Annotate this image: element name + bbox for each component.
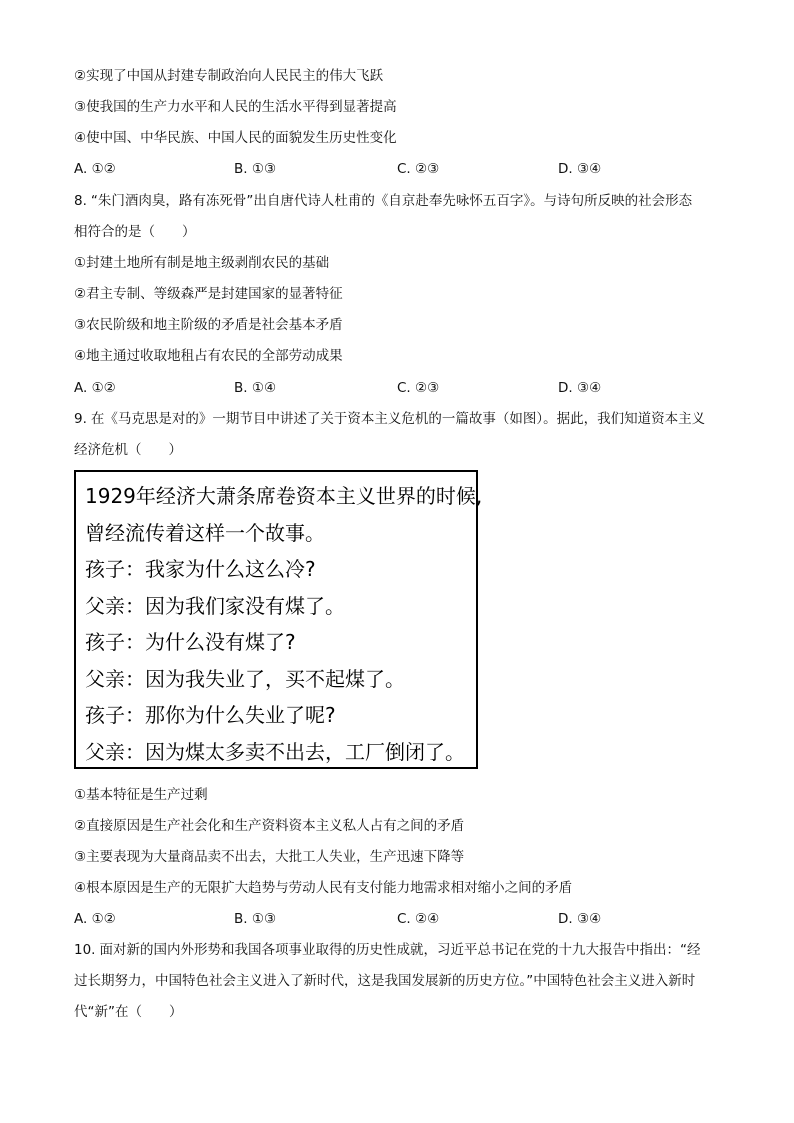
story-line: 孩子：为什么没有煤了? (85, 630, 296, 654)
q8-number: 8. (74, 193, 87, 209)
q8-stem-text: “朱门酒肉臭，路有冻死骨”出自唐代诗人杜甫的《自京赴奉先咏怀五百字》。与诗句所反映的社会形态 (90, 193, 693, 209)
q8-item-4: ④地主通过收取地租占有农民的全部劳动成果 (74, 348, 343, 364)
q7-options (74, 160, 694, 178)
q9-options (74, 910, 694, 928)
option-a[interactable]: A. ①② (74, 161, 116, 177)
q10-stem-line-1 (74, 941, 700, 959)
q8-options (74, 379, 694, 397)
q9-stem-text: 在《马克思是对的》一期节目中讲述了关于资本主义危机的一篇故事（如图）。据此，我们知道资本主义 (90, 411, 706, 427)
q10-number: 10. (74, 942, 96, 958)
option-d[interactable]: D. ③④ (558, 161, 602, 177)
option-b[interactable]: B. ①③ (234, 911, 277, 927)
story-line: 孩子：我家为什么这么冷? (85, 557, 316, 581)
q10-stem-line-2: 过长期努力，中国特色社会主义进入了新时代，这是我国发展新的历史方位。”中国特色社会主义进入新时 (74, 973, 696, 989)
q9-item-2: ②直接原因是生产社会化和生产资料资本主义私人占有之间的矛盾 (74, 818, 465, 834)
q8-item-2: ②君主专制、等级森严是封建国家的显著特征 (74, 286, 343, 302)
q10-stem-line-3: 代“新”在（ ） (74, 1004, 183, 1020)
q9-stem-line-1 (74, 410, 705, 428)
q8-item-1: ①封建土地所有制是地主级剥削农民的基础 (74, 255, 330, 271)
q8-stem-line-2: 相符合的是（ ） (74, 224, 196, 240)
q9-item-4: ④根本原因是生产的无限扩大趋势与劳动人民有支付能力地需求相对缩小之间的矛盾 (74, 880, 573, 896)
q7-item-2: ②实现了中国从封建专制政治向人民民主的伟大飞跃 (74, 68, 384, 84)
option-b[interactable]: B. ①④ (234, 380, 277, 396)
q8-stem-line-1 (74, 192, 692, 210)
story-line: 曾经流传着这样一个故事。 (85, 520, 325, 545)
q10-stem-text: 面对新的国内外形势和我国各项事业取得的历史性成就，习近平总书记在党的十九大报告中指出：“经 (99, 942, 701, 958)
option-a[interactable]: A. ①② (74, 380, 116, 396)
q9-stem-line-2: 经济危机（ ） (74, 442, 182, 458)
q9-item-3: ③主要表现为大量商品卖不出去，大批工人失业，生产迅速下降等 (74, 849, 465, 865)
story-line: 父亲：因为煤太多卖不出去，工厂倒闭了。 (85, 739, 465, 764)
story-line: 父亲：因为我们家没有煤了。 (85, 593, 345, 618)
q7-item-3: ③使我国的生产力水平和人民的生活水平得到显著提高 (74, 99, 397, 115)
option-b[interactable]: B. ①③ (234, 161, 277, 177)
option-c[interactable]: C. ②③ (397, 380, 440, 396)
q9-item-1: ①基本特征是生产过剩 (74, 787, 208, 803)
option-d[interactable]: D. ③④ (558, 911, 602, 927)
option-c[interactable]: C. ②④ (397, 911, 440, 927)
option-a[interactable]: A. ①② (74, 911, 116, 927)
story-line: 父亲：因为我失业了，买不起煤了。 (85, 666, 405, 691)
option-c[interactable]: C. ②③ (397, 161, 440, 177)
story-line: 孩子：那你为什么失业了呢? (85, 703, 336, 727)
story-line: 1929年经济大萧条席卷资本主义世界的时候, (85, 484, 483, 508)
q9-number: 9. (74, 411, 87, 427)
q8-item-3: ③农民阶级和地主阶级的矛盾是社会基本矛盾 (74, 317, 343, 333)
option-d[interactable]: D. ③④ (558, 380, 602, 396)
q7-item-4: ④使中国、中华民族、中国人民的面貌发生历史性变化 (74, 130, 397, 146)
story-figure (74, 470, 483, 769)
